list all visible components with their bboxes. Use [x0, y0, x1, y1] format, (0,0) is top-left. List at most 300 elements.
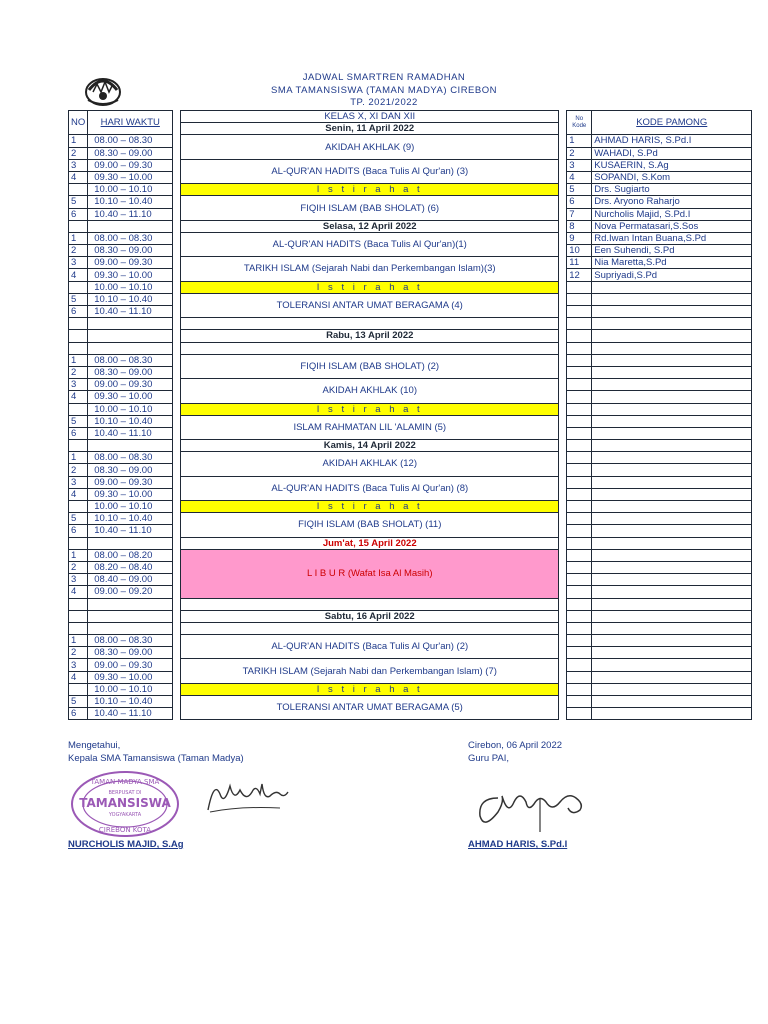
gap-cell: [173, 464, 181, 476]
gap-cell: [173, 147, 181, 159]
footer-teacher-title: Guru PAI,: [468, 753, 510, 764]
pamong-name-empty: [592, 610, 752, 622]
gap-cell: [559, 647, 567, 659]
table-row: [69, 403, 752, 415]
schedule-table: [68, 110, 752, 720]
row-no: 6: [69, 208, 88, 220]
row-no: [69, 403, 88, 415]
gap-cell: [173, 269, 181, 281]
pamong-name-empty: [592, 281, 752, 293]
gap-cell: [173, 549, 181, 561]
row-no: 1: [69, 354, 88, 366]
time-cell: [88, 598, 173, 610]
row-time: 10.10 – 10.40: [88, 196, 173, 208]
pamong-name-empty: [592, 501, 752, 513]
row-time: 10.40 – 11.10: [88, 208, 173, 220]
gap-cell: [559, 501, 567, 513]
subject-cell: FIQIH ISLAM (BAB SHOLAT) (11): [181, 513, 559, 537]
pamong-no-empty: [567, 403, 592, 415]
pamong-name-empty: [592, 683, 752, 695]
pamong-name: Nurcholis Majid, S.Pd.I: [592, 208, 752, 220]
pamong-no: 8: [567, 220, 592, 232]
pamong-name: Nia Maretta,S.Pd: [592, 257, 752, 269]
row-no: 1: [69, 635, 88, 647]
pamong-no: 12: [567, 269, 592, 281]
row-no: 1: [69, 452, 88, 464]
day-title-row: [69, 537, 752, 549]
pamong-name-empty: [592, 561, 752, 573]
day-title: Jum'at, 15 April 2022: [181, 537, 559, 549]
pamong-name: Een Suhendi, S.Pd: [592, 245, 752, 257]
pamong-no: 7: [567, 208, 592, 220]
pamong-no: 5: [567, 184, 592, 196]
break-cell: I s t i r a h a t: [181, 184, 559, 196]
row-no: 2: [69, 464, 88, 476]
gap-cell: [559, 549, 567, 561]
table-row: [69, 549, 752, 561]
subject-cell: TARIKH ISLAM (Sejarah Nabi dan Perkembangan Islam) (7): [181, 659, 559, 683]
row-no: 3: [69, 257, 88, 269]
day-title-row: [69, 440, 752, 452]
row-no: [69, 683, 88, 695]
subject-cell: AKIDAH AKHLAK (12): [181, 452, 559, 476]
row-no: 5: [69, 415, 88, 427]
principal-name: NURCHOLIS MAJID, S.Ag: [68, 839, 184, 850]
pamong-no-empty: [567, 501, 592, 513]
gap-cell: [173, 366, 181, 378]
table-row: [69, 354, 752, 366]
row-time: 08.00 – 08.30: [88, 635, 173, 647]
gap-cell: [173, 586, 181, 598]
row-time: 10.00 – 10.10: [88, 281, 173, 293]
table-row: [69, 257, 752, 269]
gap-cell: [173, 574, 181, 586]
gap-cell: [559, 135, 567, 147]
pamong-no-empty: [567, 415, 592, 427]
pamong-name: Drs. Sugiarto: [592, 184, 752, 196]
gap-cell: [173, 696, 181, 708]
row-no: 3: [69, 574, 88, 586]
row-time: 08.30 – 09.00: [88, 366, 173, 378]
pamong-name-empty: [592, 647, 752, 659]
row-no: 5: [69, 196, 88, 208]
pamong-no-empty: [567, 513, 592, 525]
pamong-name-empty: [592, 671, 752, 683]
table-row: [69, 293, 752, 305]
pamong-name-empty: [592, 464, 752, 476]
pamong-name-empty: [592, 476, 752, 488]
break-cell: I s t i r a h a t: [181, 501, 559, 513]
gap-cell: [173, 622, 181, 634]
gap-cell: [559, 220, 567, 232]
gap-cell: [559, 586, 567, 598]
svg-text:BERPUSAT DI: BERPUSAT DI: [108, 790, 142, 796]
row-no: 4: [69, 671, 88, 683]
row-no: 2: [69, 647, 88, 659]
day-title: Senin, 11 April 2022: [181, 123, 559, 135]
gap-cell: [559, 427, 567, 439]
pamong-name: Supriyadi,S.Pd: [592, 269, 752, 281]
pamong-no-empty: [567, 610, 592, 622]
row-no: 2: [69, 245, 88, 257]
gap-cell: [559, 622, 567, 634]
spacer-row: [69, 598, 752, 610]
gap-cell: [173, 391, 181, 403]
pamong-no-empty: [567, 452, 592, 464]
gap-cell: [173, 135, 181, 147]
table-row: [69, 281, 752, 293]
gap-cell: [559, 574, 567, 586]
pamong-name-empty: [592, 366, 752, 378]
row-time: 08.00 – 08.20: [88, 549, 173, 561]
table-row: [69, 452, 752, 464]
pamong-name-empty: [592, 696, 752, 708]
gap-cell: [173, 281, 181, 293]
pamong-name: KUSAERIN, S.Ag: [592, 159, 752, 171]
pamong-name-empty: [592, 537, 752, 549]
pamong-no-empty: [567, 281, 592, 293]
gap-cell: [559, 525, 567, 537]
row-no: [69, 501, 88, 513]
table-row: [69, 135, 752, 147]
gap-cell: [559, 452, 567, 464]
row-no: 4: [69, 586, 88, 598]
pamong-no-empty: [567, 318, 592, 330]
gap-cell: [173, 671, 181, 683]
row-no: 2: [69, 561, 88, 573]
gap-cell: [173, 561, 181, 573]
gap-cell: [173, 501, 181, 513]
gap-cell: [173, 647, 181, 659]
pamong-no-empty: [567, 391, 592, 403]
gap-cell: [559, 257, 567, 269]
day-title: Sabtu, 16 April 2022: [181, 610, 559, 622]
gap-cell: [559, 245, 567, 257]
teacher-name: AHMAD HARIS, S.Pd.I: [468, 839, 568, 850]
gap-cell: [559, 342, 567, 354]
subject-cell: [181, 342, 559, 354]
gap-cell: [173, 415, 181, 427]
gap-cell: [559, 293, 567, 305]
gap-cell: [173, 184, 181, 196]
row-no: [69, 184, 88, 196]
row-no: 3: [69, 476, 88, 488]
pamong-no-empty: [567, 354, 592, 366]
pamong-no-empty: [567, 549, 592, 561]
school-name: SMA TAMANSISWA (TAMAN MADYA) CIREBON: [271, 85, 497, 96]
pamong-no-empty: [567, 574, 592, 586]
pamong-no-empty: [567, 708, 592, 720]
table-row: [69, 476, 752, 488]
gap-cell: [173, 245, 181, 257]
pamong-name-empty: [592, 440, 752, 452]
row-time: 10.00 – 10.10: [88, 501, 173, 513]
pamong-name: Drs. Aryono Raharjo: [592, 196, 752, 208]
row-time: 10.10 – 10.40: [88, 696, 173, 708]
gap-cell: [559, 696, 567, 708]
no-cell: [69, 537, 88, 549]
row-time: 08.30 – 09.00: [88, 245, 173, 257]
row-no: 4: [69, 269, 88, 281]
pamong-name-empty: [592, 306, 752, 318]
pamong-no-empty: [567, 659, 592, 671]
footer-principal-title: Kepala SMA Tamansiswa (Taman Madya): [68, 753, 244, 764]
row-time: 10.40 – 11.10: [88, 306, 173, 318]
day-title-row: [69, 610, 752, 622]
row-no: 3: [69, 159, 88, 171]
pamong-no-empty: [567, 683, 592, 695]
pamong-no-empty: [567, 342, 592, 354]
no-cell: [69, 440, 88, 452]
gap-cell: [559, 111, 567, 123]
table-row: [69, 232, 752, 244]
gap-cell: [559, 196, 567, 208]
no-cell: [69, 622, 88, 634]
row-time: 09.00 – 09.30: [88, 159, 173, 171]
pamong-name-empty: [592, 379, 752, 391]
row-time: 10.00 – 10.10: [88, 683, 173, 695]
pamong-name-empty: [592, 403, 752, 415]
svg-text:TAMAN MADYA SMA: TAMAN MADYA SMA: [90, 778, 160, 786]
pamong-name-empty: [592, 391, 752, 403]
gap-cell: [559, 440, 567, 452]
day-title: Rabu, 13 April 2022: [181, 330, 559, 342]
row-no: 5: [69, 293, 88, 305]
pamong-no-empty: [567, 366, 592, 378]
table-row: [69, 659, 752, 671]
pamong-name-empty: [592, 342, 752, 354]
gap-cell: [173, 427, 181, 439]
pamong-no: 1: [567, 135, 592, 147]
day-title-row: [69, 220, 752, 232]
row-no: 1: [69, 135, 88, 147]
time-cell: [88, 220, 173, 232]
row-time: 08.30 – 09.00: [88, 147, 173, 159]
gap-cell: [173, 208, 181, 220]
teacher-signature: [468, 768, 628, 838]
pamong-name-empty: [592, 574, 752, 586]
gap-cell: [173, 159, 181, 171]
row-time: 08.00 – 08.30: [88, 354, 173, 366]
row-time: 08.40 – 09.00: [88, 574, 173, 586]
no-cell: [69, 342, 88, 354]
svg-text:CIREBON KOTA: CIREBON KOTA: [98, 826, 152, 834]
break-cell: I s t i r a h a t: [181, 683, 559, 695]
row-time: 10.00 – 10.10: [88, 403, 173, 415]
table-row: [69, 501, 752, 513]
subject-cell: AL-QUR'AN HADITS (Baca Tulis Al Qur'an) (8): [181, 476, 559, 500]
row-time: 09.00 – 09.30: [88, 257, 173, 269]
table-row: [69, 696, 752, 708]
no-kode-header: No Kode: [567, 111, 592, 135]
no-cell: [69, 610, 88, 622]
row-no: 4: [69, 391, 88, 403]
gap-cell: [559, 635, 567, 647]
gap-cell: [559, 354, 567, 366]
row-time: 08.00 – 08.30: [88, 232, 173, 244]
pamong-name-empty: [592, 525, 752, 537]
subject-cell: [181, 318, 559, 330]
subject-cell: TOLERANSI ANTAR UMAT BERAGAMA (5): [181, 696, 559, 720]
subject-cell: AKIDAH AKHLAK (10): [181, 379, 559, 403]
gap-cell: [559, 391, 567, 403]
pamong-no-empty: [567, 622, 592, 634]
pamong-name-empty: [592, 354, 752, 366]
row-time: 10.40 – 11.10: [88, 427, 173, 439]
row-time: 08.30 – 09.00: [88, 464, 173, 476]
gap-cell: [559, 403, 567, 415]
pamong-no: 4: [567, 171, 592, 183]
gap-cell: [559, 171, 567, 183]
no-cell: [69, 220, 88, 232]
gap-cell: [559, 306, 567, 318]
subject-cell: FIQIH ISLAM (BAB SHOLAT) (2): [181, 354, 559, 378]
pamong-no-empty: [567, 696, 592, 708]
pamong-no-empty: [567, 427, 592, 439]
gap-cell: [173, 330, 181, 342]
pamong-name-empty: [592, 330, 752, 342]
pamong-no-empty: [567, 476, 592, 488]
subject-cell: TARIKH ISLAM (Sejarah Nabi dan Perkembangan Islam)(3): [181, 257, 559, 281]
gap-cell: [559, 708, 567, 720]
row-no: 5: [69, 513, 88, 525]
gap-cell: [173, 440, 181, 452]
row-time: 10.10 – 10.40: [88, 293, 173, 305]
gap-cell: [173, 293, 181, 305]
pamong-name-empty: [592, 293, 752, 305]
pamong-name-empty: [592, 513, 752, 525]
gap-cell: [559, 488, 567, 500]
gap-cell: [173, 452, 181, 464]
pamong-no-empty: [567, 671, 592, 683]
school-year: TP. 2021/2022: [350, 97, 418, 108]
row-time: 08.20 – 08.40: [88, 561, 173, 573]
gap-cell: [173, 683, 181, 695]
table-row: [69, 415, 752, 427]
gap-cell: [559, 366, 567, 378]
time-cell: [88, 342, 173, 354]
pamong-name-empty: [592, 586, 752, 598]
table-row: [69, 379, 752, 391]
gap-cell: [173, 598, 181, 610]
svg-text:TAMANSISWA: TAMANSISWA: [79, 796, 171, 810]
row-no: 5: [69, 696, 88, 708]
break-cell: I s t i r a h a t: [181, 281, 559, 293]
gap-cell: [559, 537, 567, 549]
gap-cell: [173, 354, 181, 366]
table-row: [69, 513, 752, 525]
pamong-name: WAHADI, S.Pd: [592, 147, 752, 159]
pamong-no-empty: [567, 440, 592, 452]
time-cell: [88, 537, 173, 549]
row-no: 6: [69, 525, 88, 537]
pamong-no: 6: [567, 196, 592, 208]
table-row: [69, 184, 752, 196]
row-time: 10.40 – 11.10: [88, 708, 173, 720]
row-time: 09.30 – 10.00: [88, 171, 173, 183]
pamong-no: 3: [567, 159, 592, 171]
gap-cell: [559, 476, 567, 488]
gap-cell: [173, 513, 181, 525]
pamong-no-empty: [567, 635, 592, 647]
pamong-name: AHMAD HARIS, S.Pd.I: [592, 135, 752, 147]
row-time: 10.10 – 10.40: [88, 513, 173, 525]
pamong-name-empty: [592, 415, 752, 427]
pamong-no: 9: [567, 232, 592, 244]
row-time: 10.10 – 10.40: [88, 415, 173, 427]
row-time: 09.00 – 09.30: [88, 659, 173, 671]
gap-cell: [173, 232, 181, 244]
row-time: 08.30 – 09.00: [88, 647, 173, 659]
subject-cell: AKIDAH AKHLAK (9): [181, 135, 559, 159]
row-time: 09.00 – 09.20: [88, 586, 173, 598]
pamong-name-empty: [592, 708, 752, 720]
pamong-no-empty: [567, 647, 592, 659]
gap-cell: [559, 379, 567, 391]
pamong-name-empty: [592, 427, 752, 439]
gap-cell: [173, 659, 181, 671]
gap-cell: [559, 464, 567, 476]
gap-cell: [173, 610, 181, 622]
gap-cell: [173, 476, 181, 488]
gap-cell: [173, 171, 181, 183]
time-cell: [88, 622, 173, 634]
row-time: 09.00 – 09.30: [88, 476, 173, 488]
gap-cell: [173, 220, 181, 232]
table-row: [69, 159, 752, 171]
gap-cell: [559, 269, 567, 281]
footer-acknowledged: Mengetahui,: [68, 740, 121, 751]
gap-cell: [559, 184, 567, 196]
spacer-row: [69, 622, 752, 634]
gap-cell: [173, 306, 181, 318]
gap-cell: [559, 659, 567, 671]
pamong-no-empty: [567, 537, 592, 549]
row-no: 3: [69, 659, 88, 671]
row-time: 09.30 – 10.00: [88, 488, 173, 500]
subject-cell: AL-QUR'AN HADITS (Baca Tulis Al Qur'an) (3): [181, 159, 559, 183]
gap-cell: [173, 525, 181, 537]
row-no: 4: [69, 488, 88, 500]
pamong-no-empty: [567, 293, 592, 305]
gap-cell: [559, 147, 567, 159]
pamong-no: 11: [567, 257, 592, 269]
gap-cell: [559, 610, 567, 622]
principal-signature: [200, 772, 290, 822]
pamong-no-empty: [567, 379, 592, 391]
gap-cell: [173, 708, 181, 720]
gap-cell: [173, 257, 181, 269]
row-no: 2: [69, 147, 88, 159]
row-no: 6: [69, 708, 88, 720]
pamong-name-empty: [592, 549, 752, 561]
gap-cell: [559, 281, 567, 293]
school-stamp: [70, 770, 180, 838]
pamong-no-empty: [567, 586, 592, 598]
spacer-row: [69, 342, 752, 354]
day-title: Kamis, 14 April 2022: [181, 440, 559, 452]
time-cell: [88, 610, 173, 622]
pamong-no-empty: [567, 598, 592, 610]
no-cell: [69, 318, 88, 330]
gap-cell: [173, 196, 181, 208]
subject-cell: [181, 598, 559, 610]
kelas-header: KELAS X, XI DAN XII: [181, 111, 559, 123]
gap-cell: [559, 318, 567, 330]
spacer-row: [69, 318, 752, 330]
row-no: 4: [69, 171, 88, 183]
pamong-no-empty: [567, 525, 592, 537]
